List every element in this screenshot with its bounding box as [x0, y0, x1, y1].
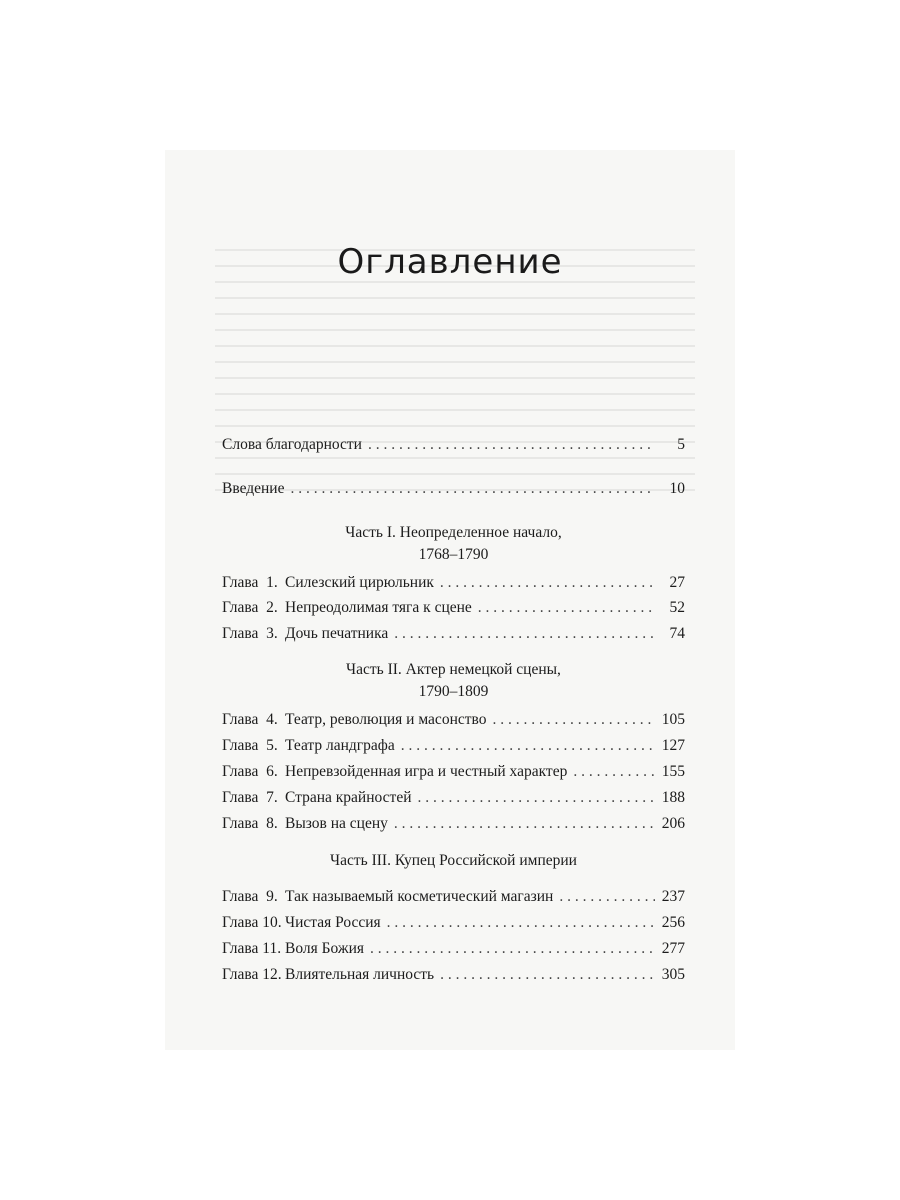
leader-dots [394, 624, 655, 644]
toc-page-number: 305 [661, 966, 685, 983]
toc-entry-chapter-1[interactable] [222, 573, 685, 593]
toc-entry-acknowledgements[interactable] [222, 435, 685, 455]
chapter-number: Глава 11. [222, 940, 282, 957]
toc-entry-chapter-5[interactable] [222, 736, 685, 756]
toc-entry-chapter-8[interactable] [222, 814, 685, 834]
toc-page-number: 277 [661, 940, 685, 957]
leader-dots [440, 573, 655, 593]
toc-entry-label: Театр, революция и масонство [285, 711, 487, 728]
toc-page-number: 127 [661, 737, 685, 754]
part-title: Часть II. Актер немецкой сцены, [346, 661, 561, 678]
toc-entry-label: Вызов на сцену [285, 815, 388, 832]
toc-entry-chapter-11[interactable] [222, 939, 685, 959]
toc-page-number: 52 [669, 599, 685, 616]
toc-entry-chapter-9[interactable] [222, 887, 685, 907]
toc-entry-label: Силезский цирюльник [285, 574, 434, 591]
leader-dots [401, 736, 655, 756]
toc-entry-chapter-3[interactable] [222, 624, 685, 644]
chapter-number: Глава 8. [222, 815, 278, 832]
chapter-number: Глава 10. [222, 914, 282, 931]
toc-entry-label: Чистая Россия [285, 914, 381, 931]
chapter-number: Глава 3. [222, 625, 278, 642]
toc-page-number: 10 [669, 480, 685, 497]
toc-entry-chapter-10[interactable] [222, 913, 685, 933]
toc-page-number: 237 [661, 888, 685, 905]
leader-dots [573, 762, 655, 782]
toc-entry-chapter-7[interactable] [222, 788, 685, 808]
toc-entry-label: Введение [222, 480, 285, 497]
leader-dots [492, 710, 655, 730]
chapter-number: Глава 4. [222, 711, 278, 728]
toc-entry-chapter-12[interactable] [222, 965, 685, 985]
chapter-number: Глава 6. [222, 763, 278, 780]
toc-page-number: 5 [677, 436, 685, 453]
toc-page-number: 27 [669, 574, 685, 591]
part-title: Часть III. Купец Российской империи [330, 852, 577, 869]
page-title: Оглавление [337, 242, 563, 282]
chapter-number: Глава 5. [222, 737, 278, 754]
toc-entry-label: Дочь печатника [285, 625, 389, 642]
part-heading-2 [222, 659, 685, 703]
leader-dots [368, 435, 655, 455]
toc-entry-label: Влиятельная личность [285, 966, 435, 983]
book-page [165, 150, 735, 1050]
toc-page-number: 188 [661, 789, 685, 806]
part-heading-1 [222, 522, 685, 566]
toc-entry-chapter-4[interactable] [222, 710, 685, 730]
toc-entry-label: Страна крайностей [285, 789, 412, 806]
leader-dots [440, 965, 655, 985]
part-years: 1768–1790 [418, 546, 489, 563]
toc-entry-chapter-6[interactable] [222, 762, 685, 782]
chapter-number: Глава 1. [222, 574, 278, 591]
toc-page-number: 74 [669, 625, 685, 642]
toc-page-number: 206 [661, 815, 685, 832]
toc-entry-label: Непревзойденная игра и честный характер [285, 763, 568, 780]
chapter-number: Глава 2. [222, 599, 278, 616]
leader-dots [418, 788, 656, 808]
toc-entry-label: Непреодолимая тяга к сцене [285, 599, 472, 616]
toc-entry-chapter-2[interactable] [222, 598, 685, 618]
toc-entry-introduction[interactable] [222, 479, 685, 499]
toc-entry-label: Воля Божия [285, 940, 365, 957]
toc-entry-label: Слова благодарности [222, 436, 362, 453]
toc-page-number: 256 [661, 914, 685, 931]
toc-page-number: 155 [661, 763, 685, 780]
toc-entry-label: Театр ландграфа [285, 737, 395, 754]
chapter-number: Глава 12. [222, 966, 282, 983]
leader-dots [370, 939, 655, 959]
chapter-number: Глава 7. [222, 789, 278, 806]
toc-entry-label: Так называемый косметический магазин [285, 888, 554, 905]
part-title: Часть I. Неопределенное начало, [345, 524, 562, 541]
part-heading-3 [222, 850, 685, 872]
leader-dots [387, 913, 655, 933]
chapter-number: Глава 9. [222, 888, 278, 905]
leader-dots [559, 887, 655, 907]
leader-dots [478, 598, 655, 618]
toc-page-number: 105 [661, 711, 685, 728]
leader-dots [290, 479, 655, 499]
part-years: 1790–1809 [418, 683, 489, 700]
leader-dots [394, 814, 655, 834]
